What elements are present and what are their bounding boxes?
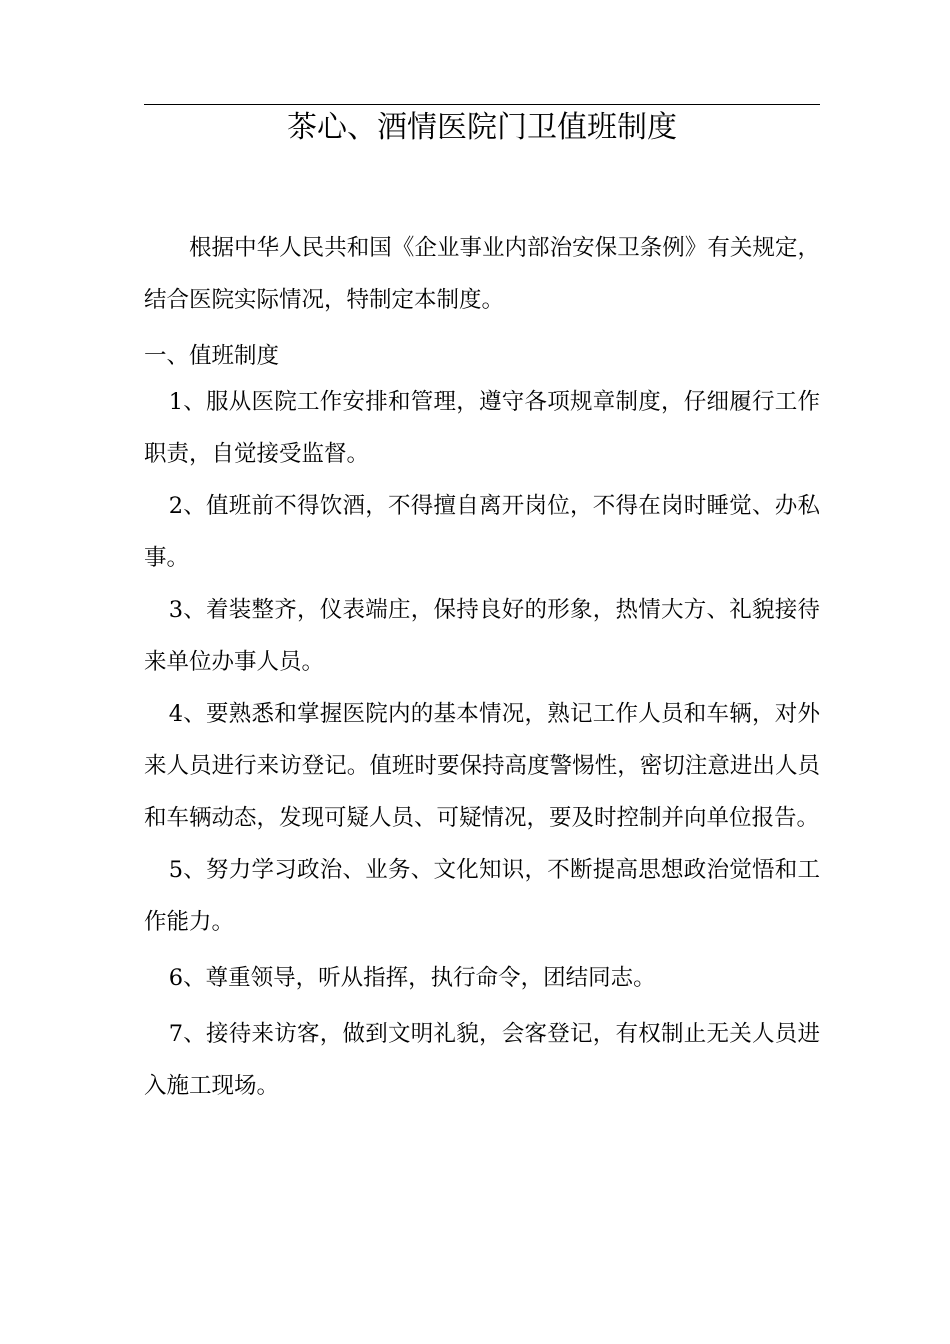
rule-item-4: 4、要熟悉和掌握医院内的基本情况，熟记工作人员和车辆，对外来人员进行来访登记。值班时要保持高度警惕性，密切注意进出人员和车辆动态，发现可疑人员、可疑情况，要及时控制并向单位报告。: [144, 701, 820, 831]
document-body: [144, 222, 820, 1112]
rule-item-3: 3、着装整齐，仪表端庄，保持良好的形象，热情大方、礼貌接待来单位办事人员。: [144, 597, 820, 675]
intro-paragraph: 根据中华人民共和国《企业事业内部治安保卫条例》有关规定，结合医院实际情况，特制定本制度。: [144, 235, 820, 313]
rule-item-1: 1、服从医院工作安排和管理，遵守各项规章制度，仔细履行工作职责，自觉接受监督。: [144, 389, 820, 467]
rule-item-7: 7、接待来访客，做到文明礼貌，会客登记，有权制止无关人员进入施工现场。: [144, 1021, 820, 1099]
document-title: 茶心、酒情医院门卫值班制度: [287, 110, 677, 145]
rule-item-5: 5、努力学习政治、业务、文化知识，不断提高思想政治觉悟和工作能力。: [144, 857, 820, 935]
section-heading: 一、值班制度: [144, 343, 280, 369]
rule-item-2: 2、值班前不得饮酒，不得擅自离开岗位，不得在岗时睡觉、办私事。: [144, 493, 820, 571]
rule-item-6: 6、尊重领导，听从指挥，执行命令，团结同志。: [168, 965, 656, 991]
header-rule: [144, 104, 820, 105]
